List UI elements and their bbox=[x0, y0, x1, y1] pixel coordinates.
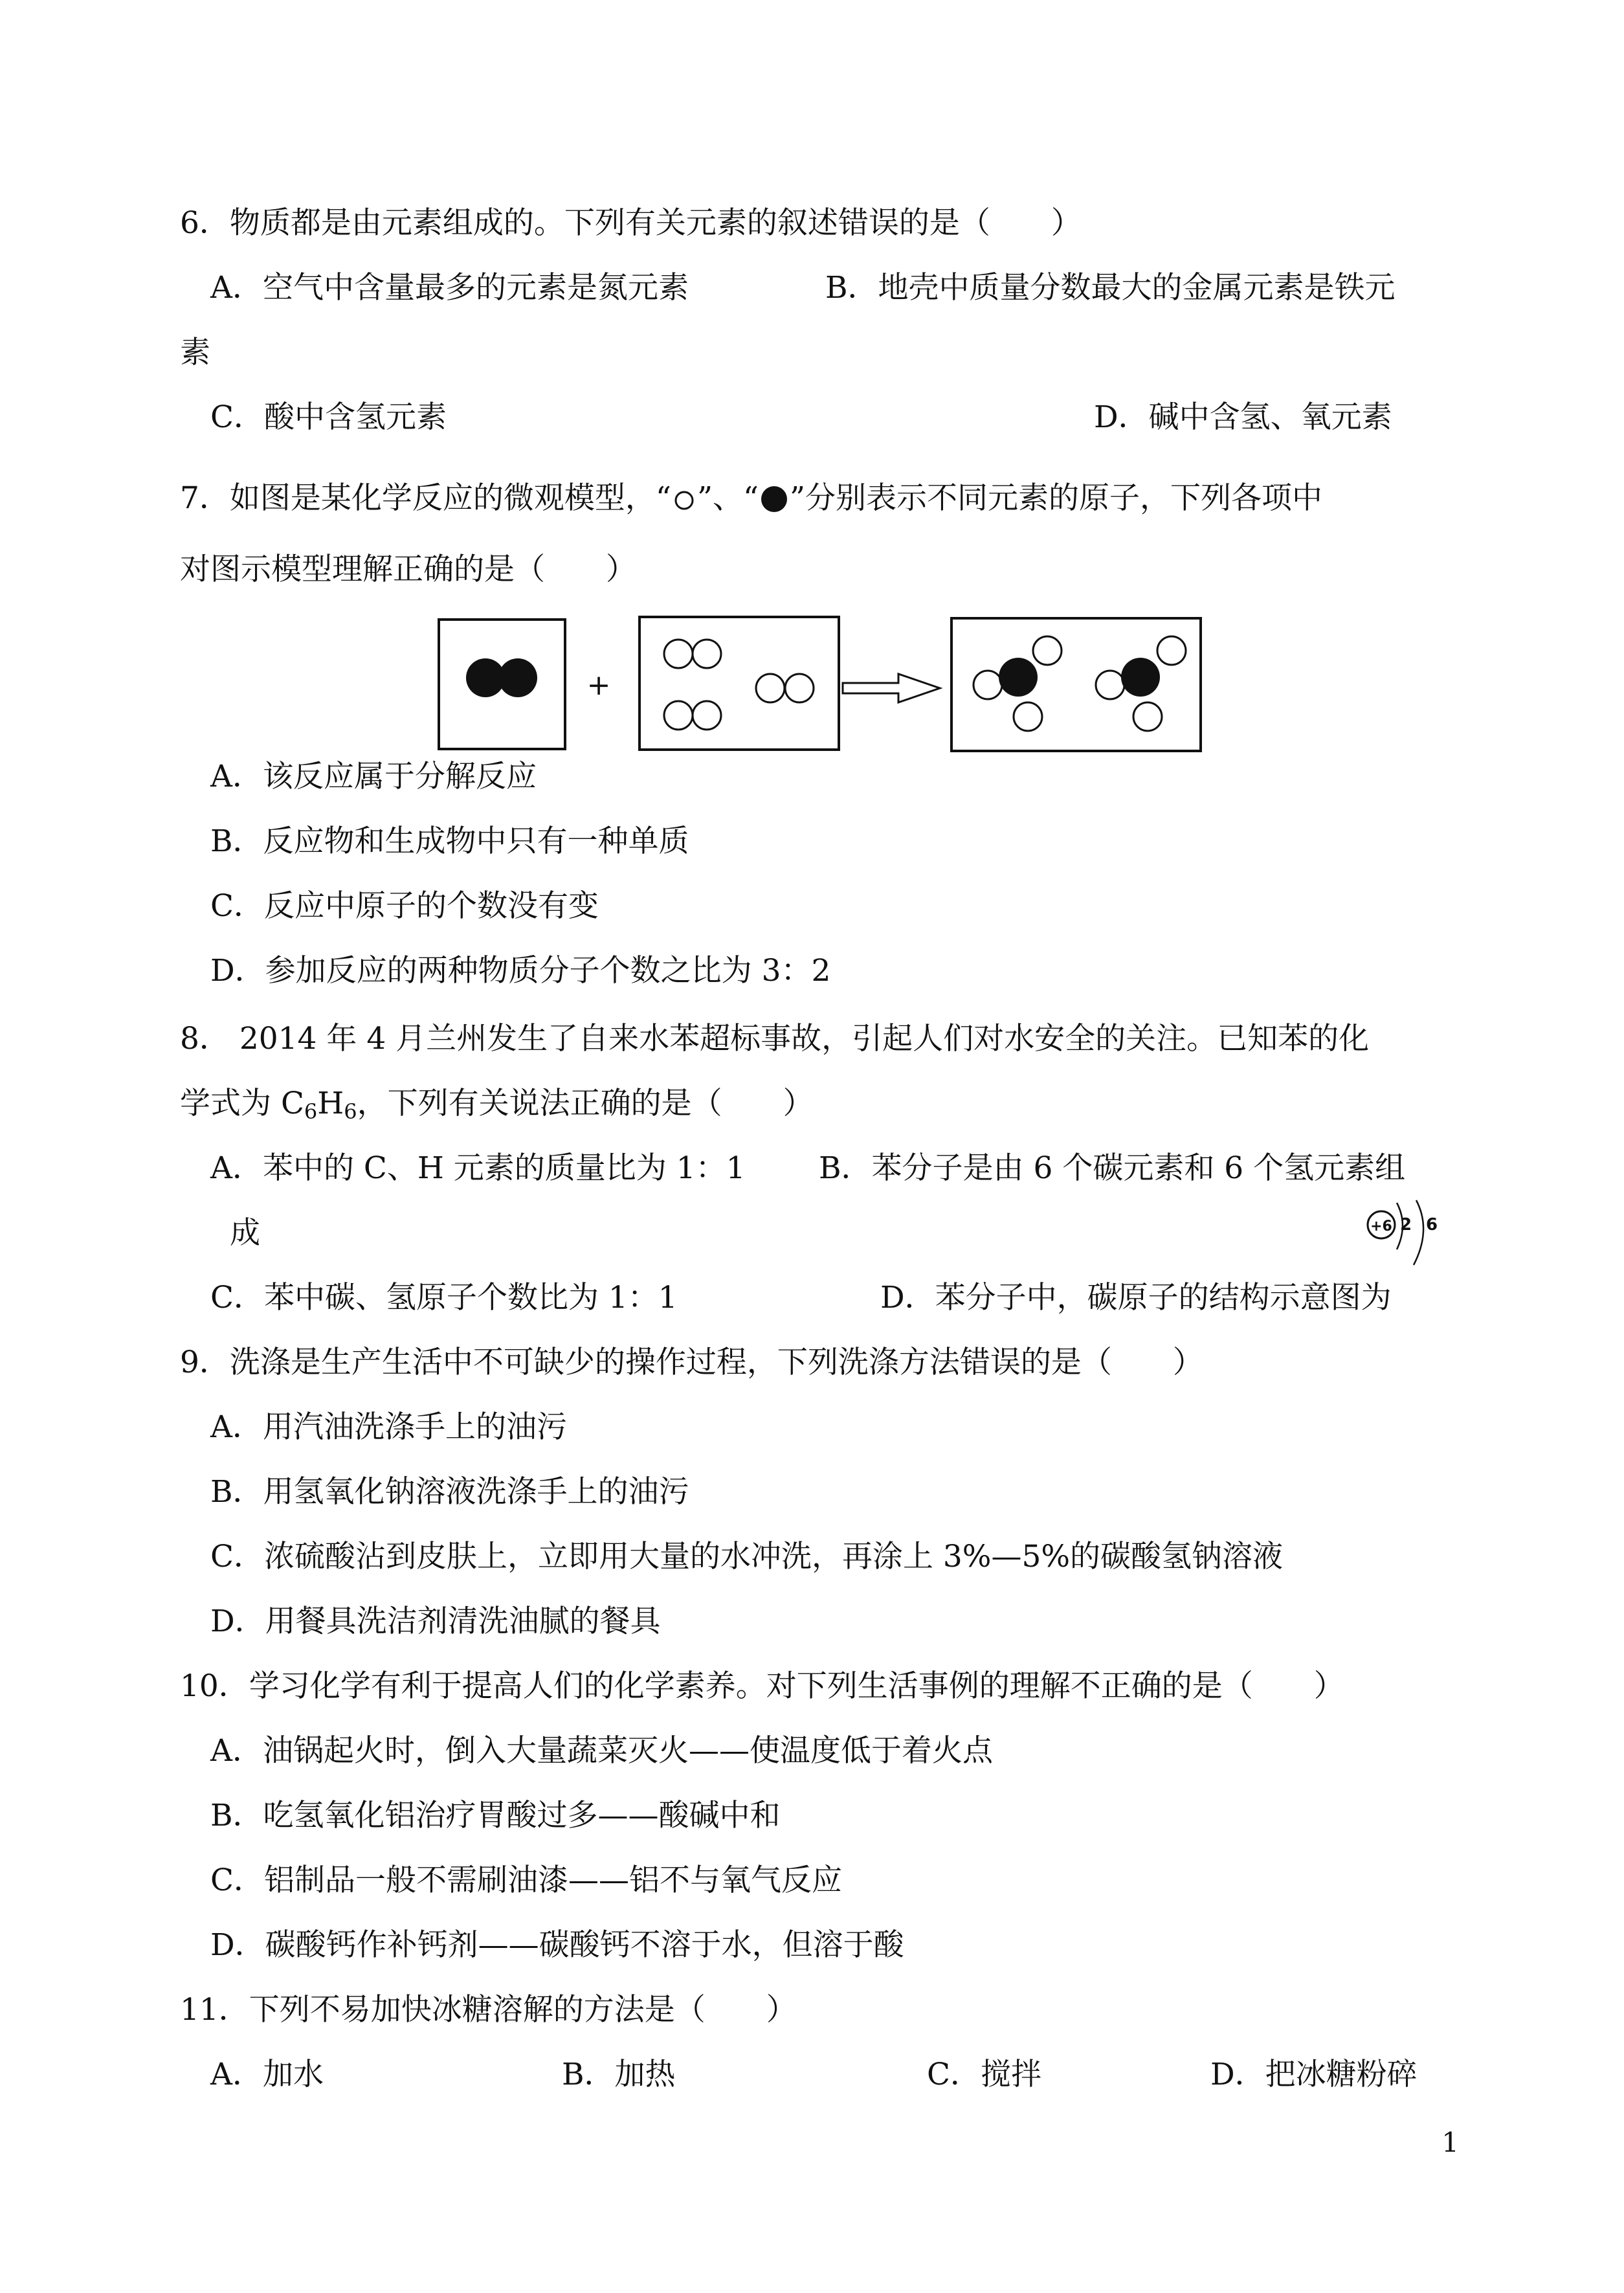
q7-stem-line1 bbox=[180, 479, 1322, 518]
q9-option-a: A．用汽油洗涤手上的油污 bbox=[210, 1409, 567, 1445]
q7-stem-a: 7．如图是某化学反应的微观模型，“ bbox=[180, 480, 671, 516]
black-atom bbox=[1121, 658, 1160, 697]
q9-option-b: B．用氢氧化钠溶液洗涤手上的油污 bbox=[210, 1474, 689, 1510]
q8-stem-a: 学式为 C bbox=[180, 1086, 304, 1121]
white-atom bbox=[1014, 702, 1042, 731]
reaction-model-figure bbox=[434, 612, 1210, 761]
q7-option-d: D．参加反应的两种物质分子个数之比为 3：2 bbox=[210, 953, 831, 989]
q10-option-c: C．铝制品一般不需刷油漆——铝不与氧气反应 bbox=[210, 1862, 842, 1898]
q7-stem-b: ”、“ bbox=[696, 480, 759, 516]
q8-option-b-cont: 成 bbox=[230, 1215, 260, 1251]
plus-sign: + bbox=[586, 669, 611, 702]
electron-shell-2 bbox=[1414, 1200, 1423, 1265]
q7-stem-c: ”分别表示不同元素的原子，下列各项中 bbox=[790, 480, 1323, 516]
black-atom bbox=[498, 658, 537, 697]
page-number: 1 bbox=[1441, 2127, 1459, 2158]
white-atom bbox=[693, 701, 721, 730]
white-atom bbox=[693, 640, 721, 668]
q10-option-a: A．油锅起火时，倒入大量蔬菜灭火——使温度低于着火点 bbox=[210, 1733, 993, 1769]
carbon-atom-structure-diagram bbox=[1359, 1198, 1443, 1275]
q8-sub-1: 6 bbox=[304, 1099, 318, 1124]
q10-option-b: B．吃氢氧化铝治疗胃酸过多——酸碱中和 bbox=[210, 1798, 781, 1833]
white-atom bbox=[664, 640, 693, 668]
q10-stem: 10．学习化学有利于提高人们的化学素养。对下列生活事例的理解不正确的是（ ） bbox=[180, 1668, 1344, 1704]
q8-option-a: A．苯中的 C、H 元素的质量比为 1：1 bbox=[210, 1150, 746, 1186]
q8-stem-c: ，下列有关说法正确的是（ ） bbox=[357, 1086, 814, 1121]
white-atom bbox=[756, 674, 784, 702]
q7-option-b: B．反应物和生成物中只有一种单质 bbox=[210, 823, 689, 859]
q8-sub-2: 6 bbox=[344, 1099, 357, 1124]
q6-stem: 6．物质都是由元素组成的。下列有关元素的叙述错误的是（ ） bbox=[180, 205, 1082, 241]
shell-1-electrons: 2 bbox=[1399, 1215, 1412, 1235]
q6-option-d: D．碱中含氢、氧元素 bbox=[1094, 399, 1392, 435]
reaction-arrow bbox=[843, 674, 940, 702]
q8-option-b: B．苯分子是由 6 个碳元素和 6 个氢元素组 bbox=[819, 1150, 1406, 1186]
q11-option-d: D．把冰糖粉碎 bbox=[1210, 2057, 1418, 2092]
q8-stem-b: H bbox=[317, 1086, 344, 1121]
white-atom bbox=[1133, 702, 1162, 731]
q11-option-a: A．加水 bbox=[210, 2057, 324, 2092]
q7-option-a: A．该反应属于分解反应 bbox=[210, 759, 537, 794]
q9-option-d: D．用餐具洗洁剂清洗油腻的餐具 bbox=[210, 1604, 661, 1639]
white-atom bbox=[664, 701, 693, 730]
black-atom bbox=[999, 658, 1038, 697]
q6-option-b: B．地壳中质量分数最大的金属元素是铁元 bbox=[825, 270, 1396, 306]
q9-stem: 9．洗涤是生产生活中不可缺少的操作过程，下列洗涤方法错误的是（ ） bbox=[180, 1345, 1203, 1380]
q11-option-b: B．加热 bbox=[562, 2057, 676, 2092]
q11-stem: 11．下列不易加快冰糖溶解的方法是（ ） bbox=[180, 1992, 797, 2028]
white-atom bbox=[1096, 671, 1124, 699]
q7-option-c: C．反应中原子的个数没有变 bbox=[210, 888, 599, 924]
white-atom bbox=[785, 674, 814, 702]
q10-option-d: D．碳酸钙作补钙剂——碳酸钙不溶于水，但溶于酸 bbox=[210, 1927, 904, 1963]
q6-option-c: C．酸中含氢元素 bbox=[210, 399, 447, 435]
white-atom bbox=[1033, 636, 1062, 665]
q9-option-c: C．浓硫酸沾到皮肤上，立即用大量的水冲洗，再涂上 3%—5%的碳酸氢钠溶液 bbox=[210, 1539, 1284, 1574]
q8-option-d: D．苯分子中，碳原子的结构示意图为 bbox=[880, 1280, 1392, 1315]
white-atom-icon bbox=[671, 487, 697, 513]
q8-stem-line1: 8． 2014 年 4 月兰州发生了自来水苯超标事故，引起人们对水安全的关注。已知苯的化 bbox=[180, 1021, 1370, 1057]
black-atom-icon bbox=[759, 485, 790, 516]
nucleus-charge: +6 bbox=[1370, 1218, 1392, 1235]
q11-option-c: C．搅拌 bbox=[927, 2057, 1041, 2092]
q8-option-c: C．苯中碳、氢原子个数比为 1：1 bbox=[210, 1280, 678, 1315]
white-atom bbox=[1157, 636, 1186, 665]
shell-2-electrons: 6 bbox=[1425, 1215, 1438, 1235]
q7-stem-line2: 对图示模型理解正确的是（ ） bbox=[180, 552, 636, 587]
q8-stem-line2 bbox=[180, 1084, 814, 1123]
q6-option-a: A．空气中含量最多的元素是氮元素 bbox=[210, 270, 689, 306]
q6-option-b-cont: 素 bbox=[180, 335, 210, 370]
white-atom bbox=[973, 671, 1002, 699]
